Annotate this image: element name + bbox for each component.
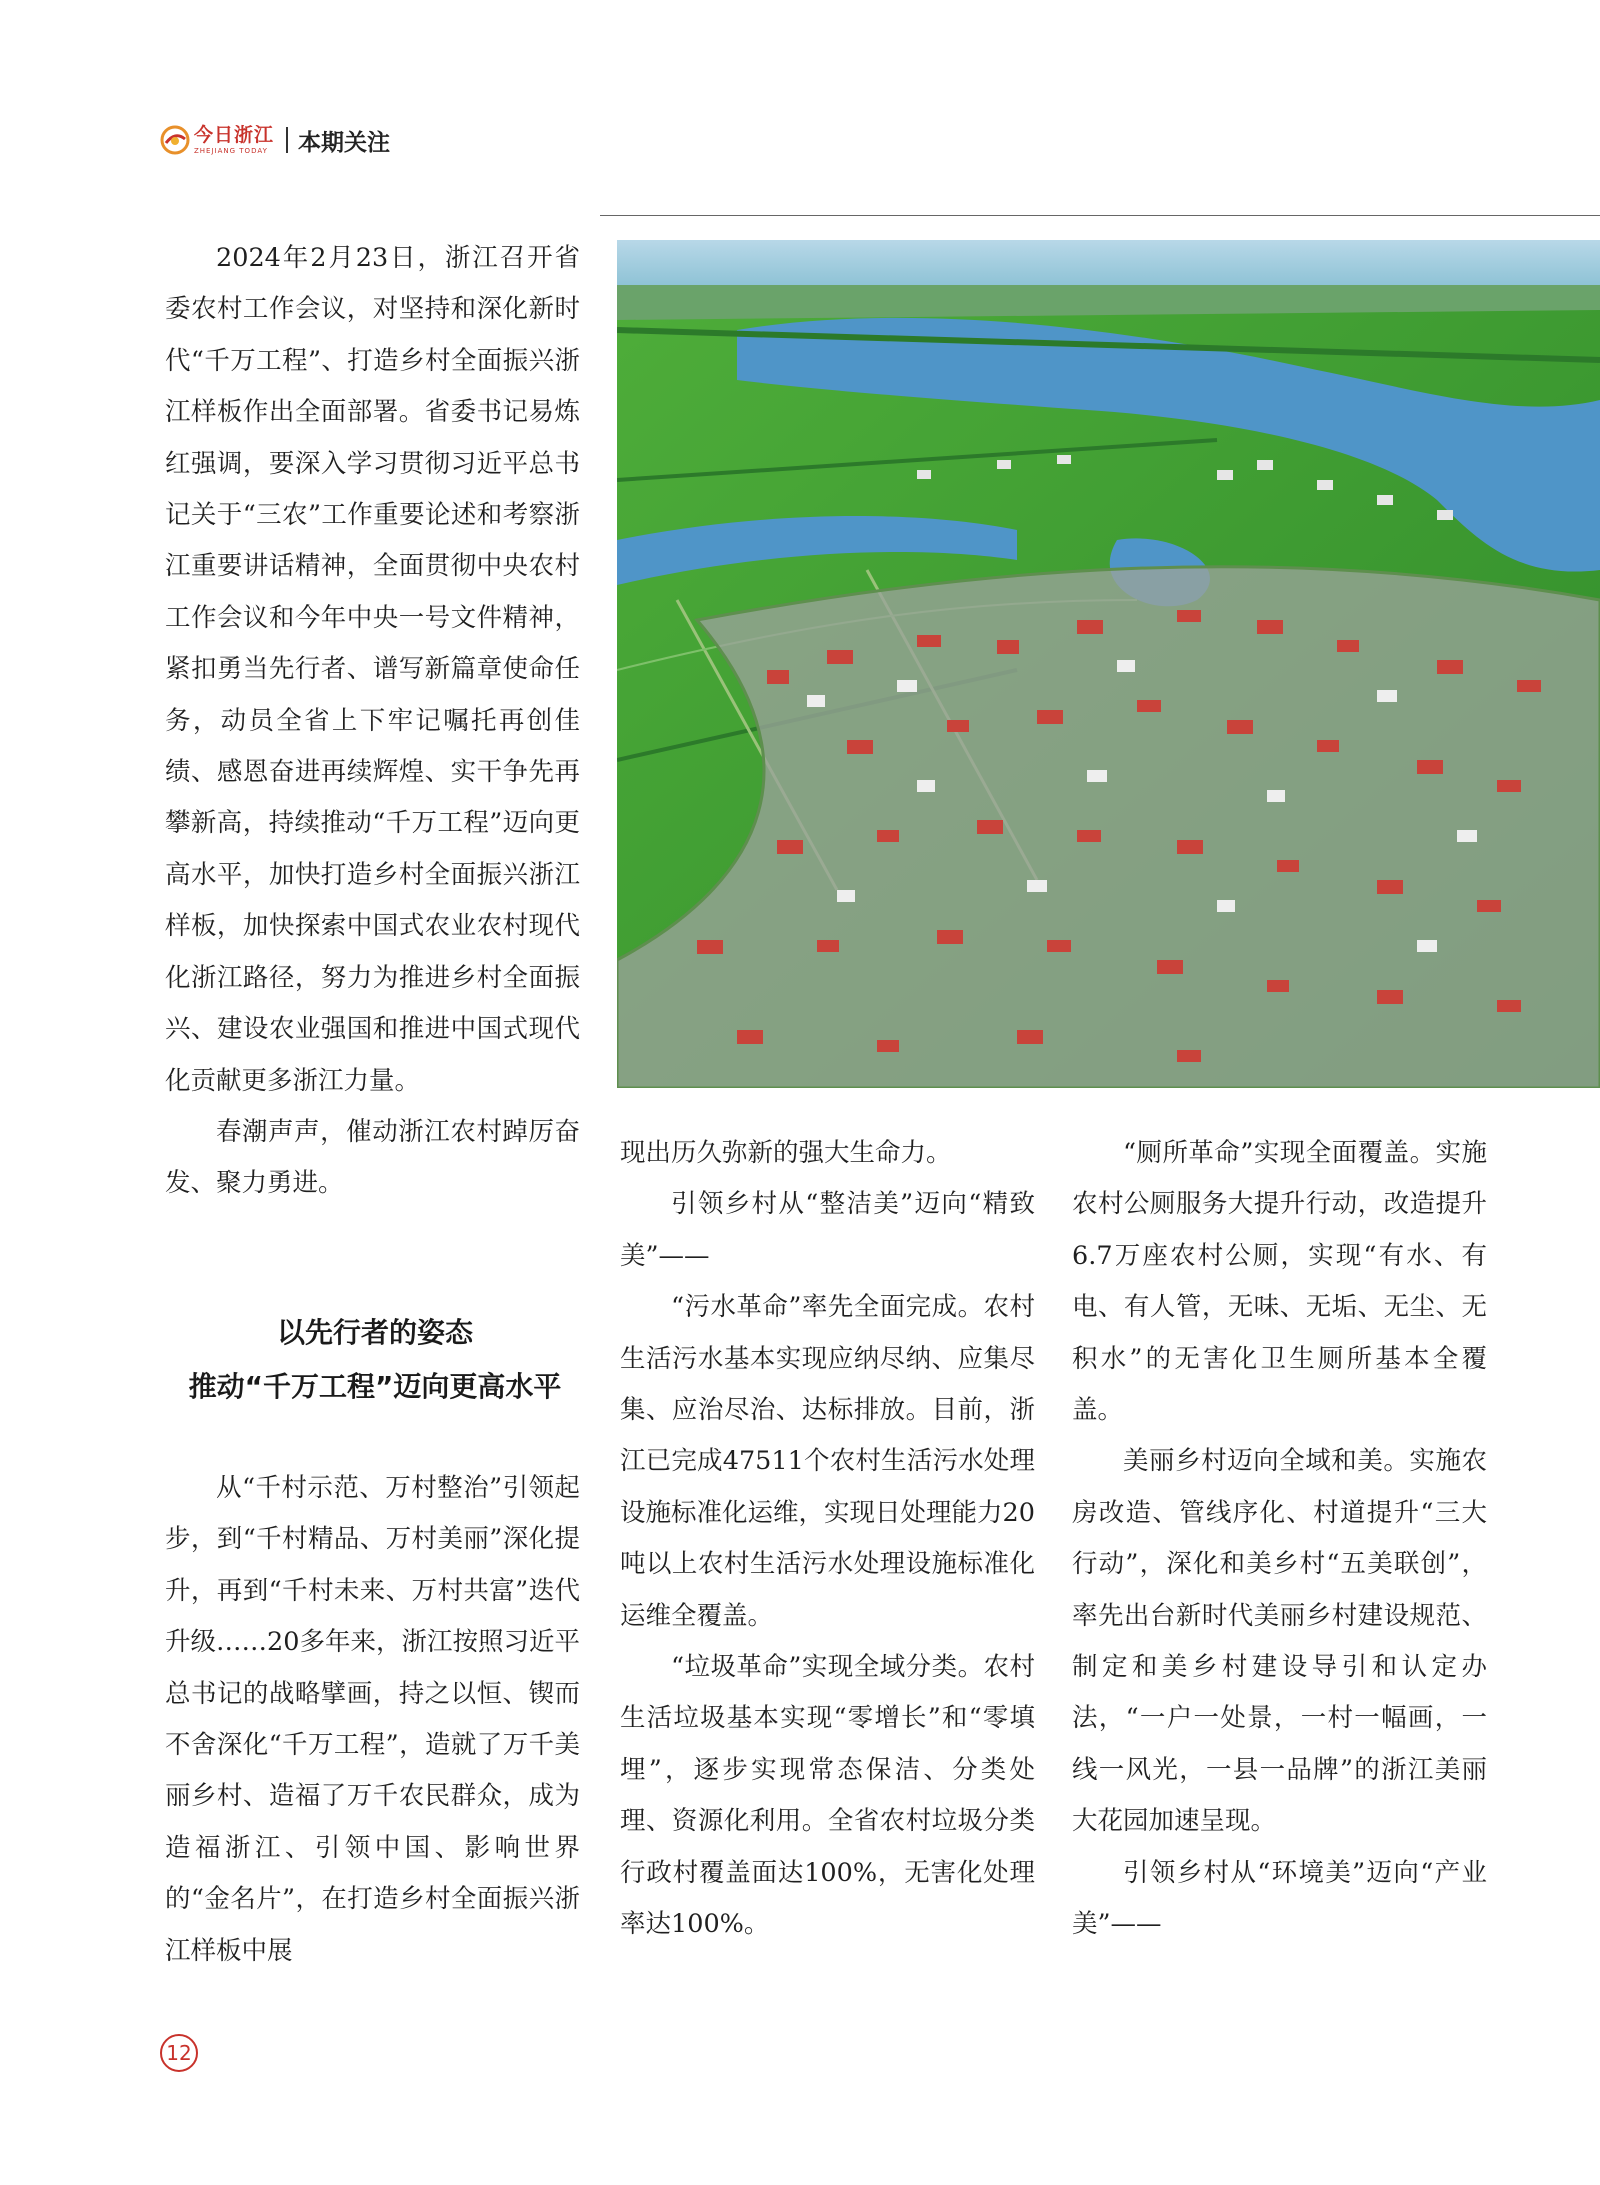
article-column-1 <box>165 233 580 1210</box>
paragraph-continuation: 现出历久弥新的强大生命力。 <box>620 1138 952 1168</box>
page-header <box>160 118 390 162</box>
logo-chinese-text: 今日浙江 <box>194 123 275 146</box>
subheading-line-1: 以先行者的姿态 <box>276 1316 473 1349</box>
subheading-line-2: 推动“千万工程”迈向更高水平 <box>188 1370 562 1403</box>
aerial-village-photo <box>617 240 1600 1088</box>
sun-swirl-icon <box>160 125 190 155</box>
paragraph: 从“千村示范、万村整治”引领起步，到“千村精品、万村美丽”深化提升，再到“千村未来、万村共富”迭代升级……20多年来，浙江按照习近平总书记的战略擘画，持之以恒、锲而不舍深化“千万工程”，造就了万千美丽乡村、造福了万千农民群众，成为造福浙江、引领中国、影响世界的“金名片”，在打造乡村全面振兴浙江样板中展 <box>165 1473 580 1966</box>
paragraph: 2024年2月23日，浙江召开省委农村工作会议，对坚持和深化新时代“千万工程”、打造乡村全面振兴浙江样板作出全面部署。省委书记易炼红强调，要深入学习贯彻习近平总书记关于“三农”工作重要论述和考察浙江重要讲话精神，全面贯彻中央农村工作会议和今年中央一号文件精神，紧扣勇当先行者、谱写新篇章使命任务，动员全省上下牢记嘱托再创佳绩、感恩奋进再续辉煌、实干争先再攀新高，持续推动“千万工程”迈向更高水平，加快打造乡村全面振兴浙江样板，加快探索中国式农业农村现代化浙江路径，努力为推进乡村全面振兴、建设农业强国和推进中国式现代化贡献更多浙江力量。 <box>165 243 580 1096</box>
paragraph: 引领乡村从“整洁美”迈向“精致美”—— <box>620 1189 1035 1271</box>
top-rule <box>600 215 1600 216</box>
section-subheading <box>150 1306 600 1414</box>
magazine-logo <box>160 125 274 155</box>
paragraph: 春潮声声，催动浙江农村踔厉奋发、聚力勇进。 <box>165 1116 580 1199</box>
paragraph: “污水革命”率先全面完成。农村生活污水基本实现应纳尽纳、应集尽集、应治尽治、达标排放。目前，浙江已完成47511个农村生活污水处理设施标准化运维，实现日处理能力20吨以上农村生活污水处理设施标准化运维全覆盖。 <box>620 1292 1035 1631</box>
header-separator <box>286 127 288 153</box>
article-column-3 <box>620 1128 1035 1951</box>
page-number: 12 <box>160 2034 198 2072</box>
section-title: 本期关注 <box>298 129 391 156</box>
logo-english-text: ZHEJIANG TODAY <box>194 146 268 155</box>
paragraph: “厕所革命”实现全面覆盖。实施农村公厕服务大提升行动，改造提升6.7万座农村公厕，实现“有水、有电、有人管，无味、无垢、无尘、无积水”的无害化卫生厕所基本全覆盖。 <box>1072 1138 1487 1426</box>
article-column-4 <box>1072 1128 1487 1951</box>
paragraph: 美丽乡村迈向全域和美。实施农房改造、管线序化、村道提升“三大行动”，深化和美乡村“五美联创”，率先出台新时代美丽乡村建设规范、制定和美乡村建设导引和认定办法，“一户一处景，一村一幅画，一线一风光，一县一品牌”的浙江美丽大花园加速呈现。 <box>1072 1446 1487 1837</box>
paragraph: “垃圾革命”实现全域分类。农村生活垃圾基本实现“零增长”和“零填埋”，逐步实现常态保洁、分类处理、资源化利用。全省农村垃圾分类行政村覆盖面达100%，无害化处理率达100%。 <box>620 1652 1035 1940</box>
paragraph: 引领乡村从“环境美”迈向“产业美”—— <box>1072 1857 1487 1940</box>
article-column-2 <box>165 1463 580 1977</box>
